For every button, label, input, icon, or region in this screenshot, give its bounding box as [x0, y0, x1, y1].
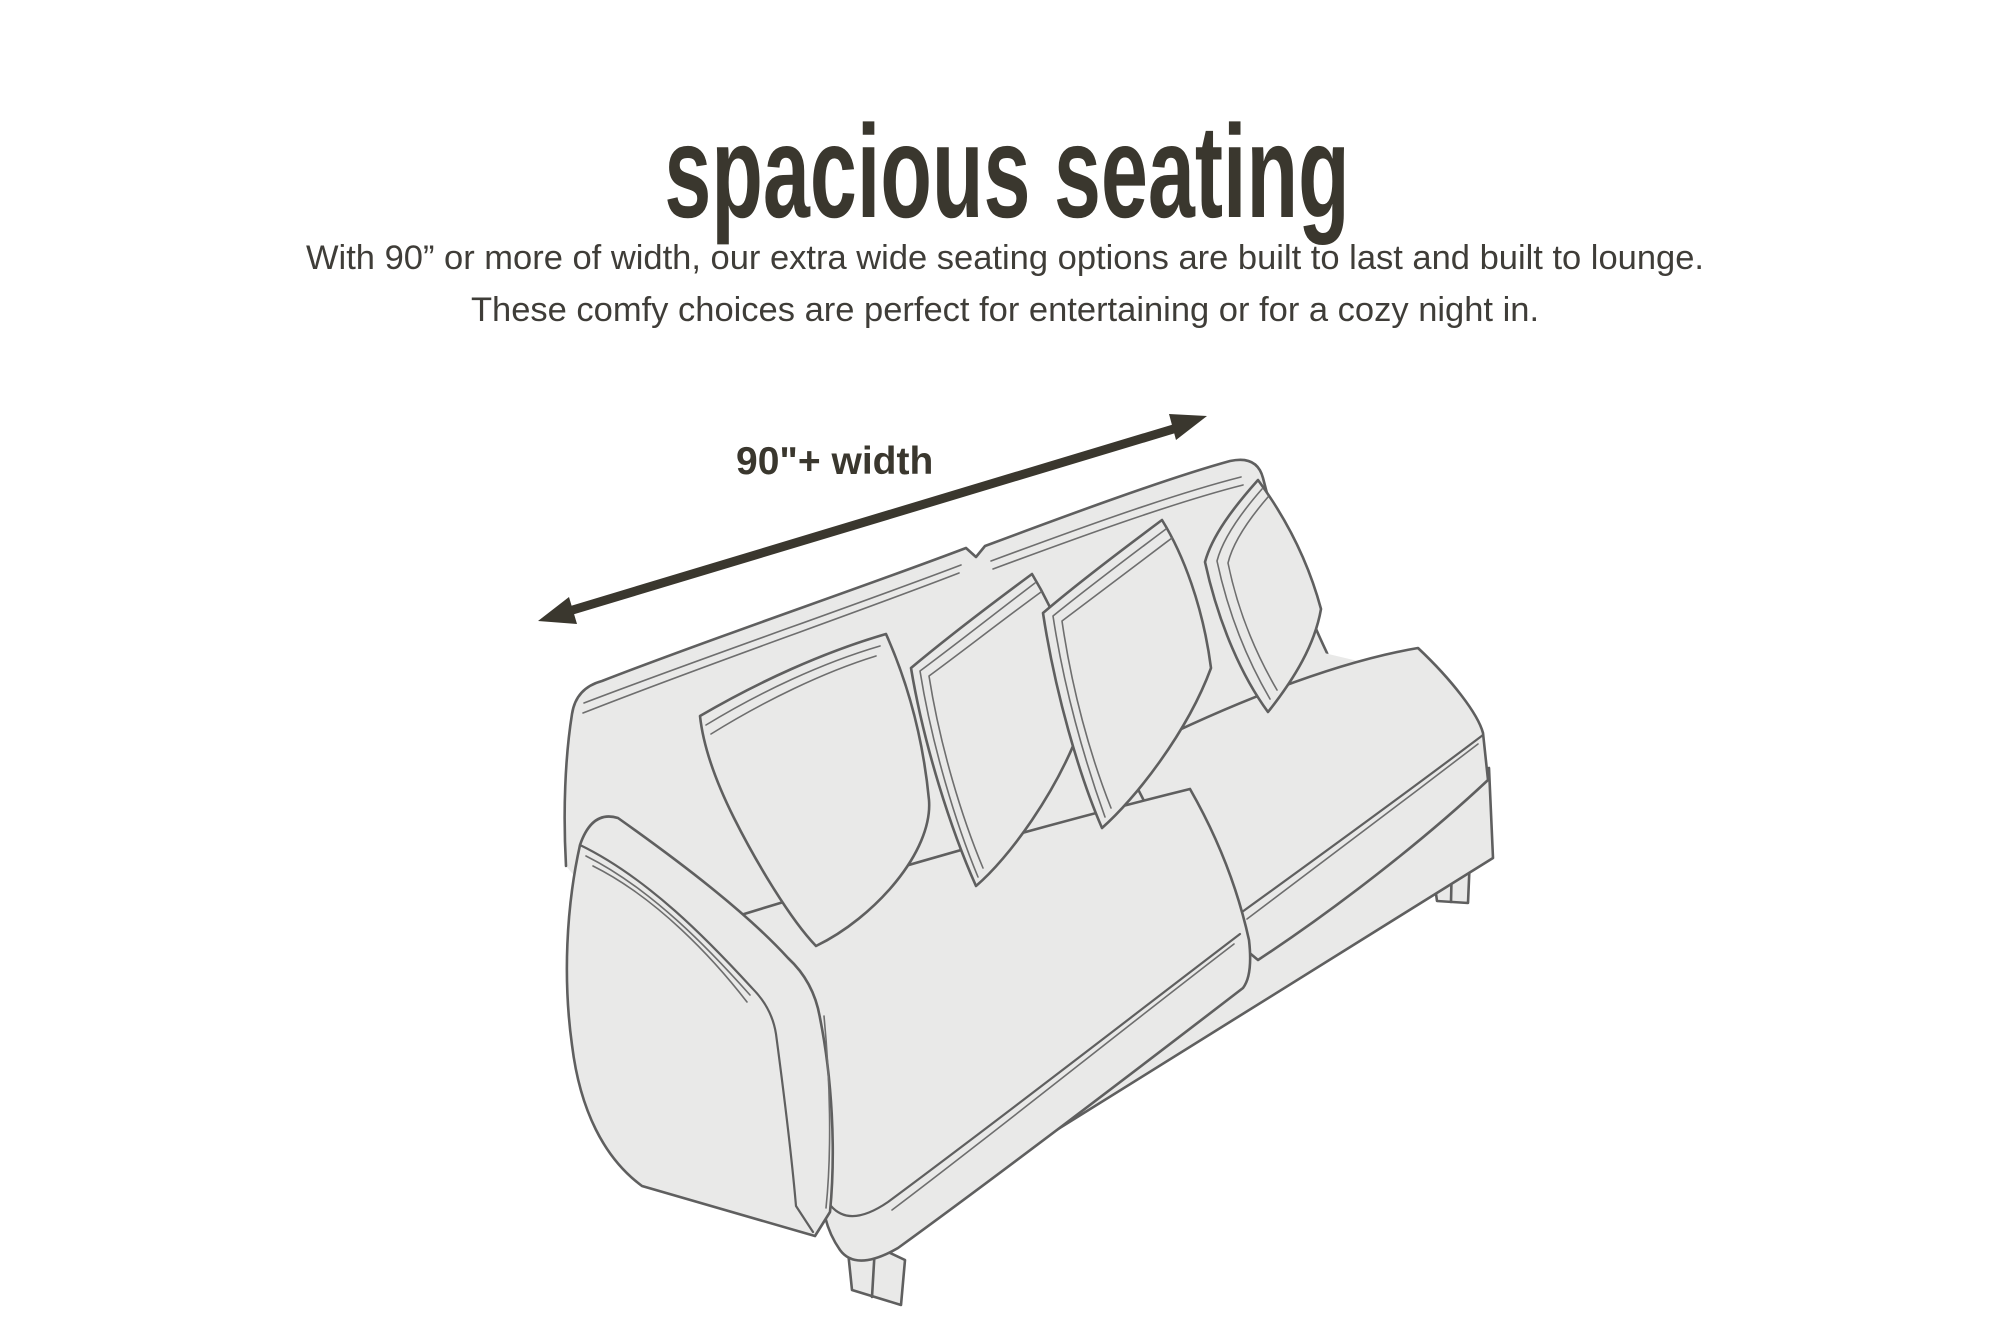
page-title: spacious seating	[664, 99, 1350, 246]
dimension-label: 90"+ width	[736, 440, 934, 483]
description-line-1: With 90” or more of width, our extra wide seating options are built to last and built to lounge.	[305, 239, 1705, 277]
dimension-arrow-head-right	[1169, 414, 1207, 440]
dimension-arrow-head-left	[538, 597, 577, 624]
description-line-2: These comfy choices are perfect for entertaining or for a cozy night in.	[470, 291, 1540, 329]
sofa-illustration	[565, 460, 1493, 1305]
